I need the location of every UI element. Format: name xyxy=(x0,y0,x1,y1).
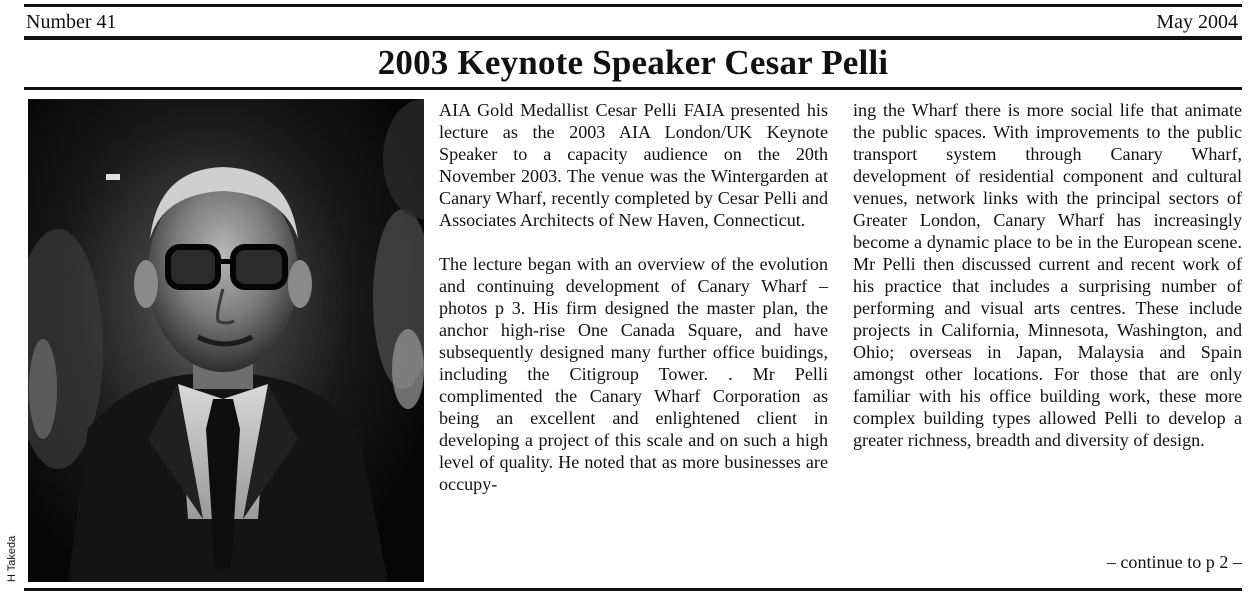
column-2-paragraph-1: ing the Wharf there is more social life that animate the public spaces. With improvements to the public transport system through Canary Wharf, development of residential component and cultural venues, network links with the principal sectors of Greater London, Canary Wharf has increasingly become a dynamic place to be in the European scene. Mr Pelli then discussed current and recent work of his practice that includes a surprising number of performing and visual arts centres. These include projects in California, Minnesota, Washington, and Ohio; overseas in Japan, Malaysia and Spain amongst other locations. For those that are only familiar with his office building work, these more complex building types allowed Pelli to develop a greater richness, breadth and diversity of design. xyxy=(853,100,1242,450)
bottom-rule xyxy=(24,588,1242,591)
column-1-paragraph-2: The lecture began with an overview of the evolution and continuing development of Canary Wharf – photos p 3. His firm designed the master plan, the anchor high-rise One Canada Square, and have subsequently designed many further office buidings, including the Citigroup Tower. . Mr Pelli complimented the Canary Wharf Corporation as being an excellent and enlightened client in developing a project of this scale and on such a high level of quality. He noted that as more businesses are occupy- xyxy=(439,254,828,494)
column-1-paragraph-1: AIA Gold Medallist Cesar Pelli FAIA presented his lecture as the 2003 AIA London/UK Keynote Speaker to a capacity audience on the 20th November 2003. The venue was the Wintergarden at Canary Wharf, recently completed by Cesar Pelli and Associates Architects of New Haven, Connecticut. xyxy=(439,100,828,230)
article-column-2 xyxy=(853,99,1242,451)
speaker-photo-illustration xyxy=(28,99,424,582)
article-column-1 xyxy=(439,99,828,495)
title-rule xyxy=(24,87,1242,90)
continue-note: – continue to p 2 – xyxy=(1106,552,1242,572)
speaker-photo xyxy=(28,99,424,582)
issue-number: Number 41 xyxy=(26,11,117,33)
headline: 2003 Keynote Speaker Cesar Pelli xyxy=(377,43,889,82)
issue-date: May 2004 xyxy=(1156,11,1238,33)
photo-credit: H Takeda xyxy=(6,535,18,582)
top-rule xyxy=(24,4,1242,7)
